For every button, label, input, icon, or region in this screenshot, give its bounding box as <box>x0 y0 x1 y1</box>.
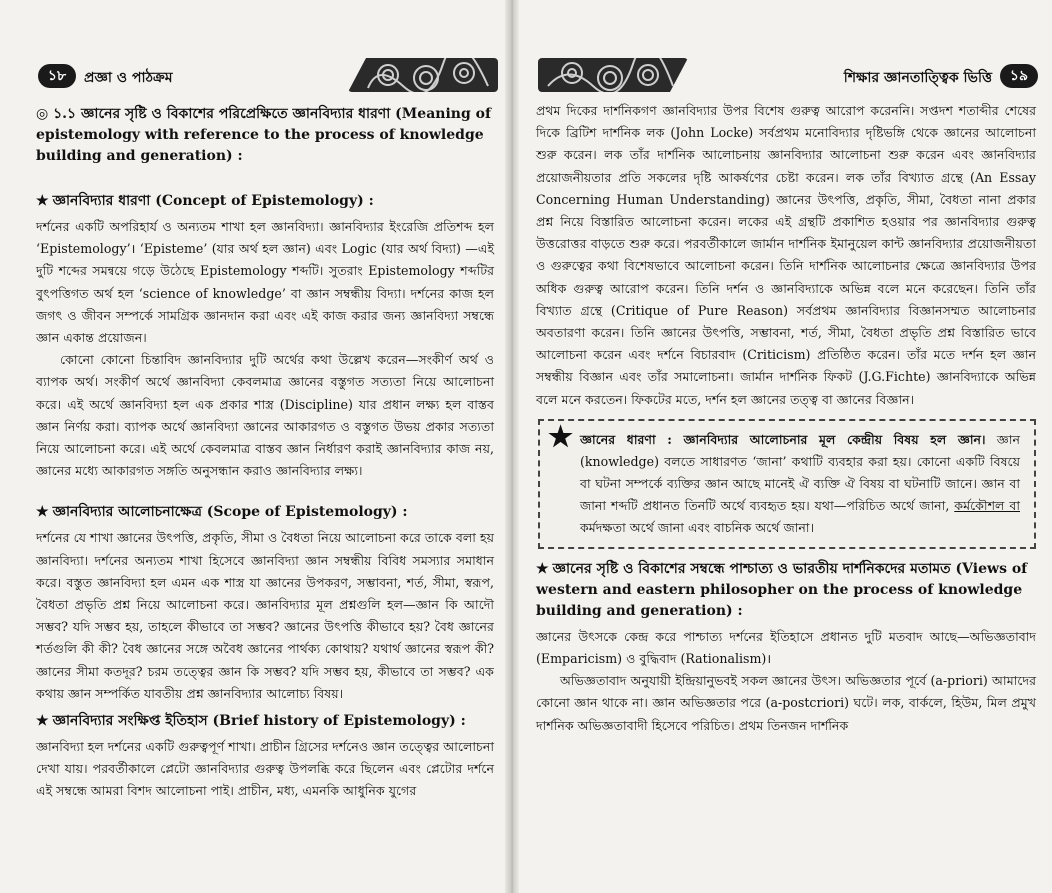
left-page <box>0 0 506 893</box>
scope-heading-text: জ্ঞানবিদ্যার আলোচনাক্ষেত্র (Scope of Epistemology) : <box>52 504 408 521</box>
views-heading <box>536 559 1036 622</box>
concept-heading-text: জ্ঞানবিদ্যার ধারণা (Concept of Epistemology) : <box>52 193 374 209</box>
page-number-left: ১৮ <box>38 64 76 88</box>
running-title-right: শিক্ষার জ্ঞানতাত্ত্বিক ভিত্তি <box>843 70 992 86</box>
history-paragraph: জ্ঞানবিদ্যা হল দর্শনের একটি গুরুত্বপূর্ণ শাখা। প্রাচীন গ্রিসের দর্শনেও জ্ঞান তত্ত্বের আলোচনা দেখা যায়। পরবর্তীকালে প্লেটো জ্ঞানবিদ্যার গুরুত্ব উপলব্ধি করে ছিলেন এবং প্লেটোর দর্শনে এই সম্বন্ধে আমরা বিশদ আলোচনা পাই। প্রাচীন, মধ্য, এমনকি আধুনিক যুগের <box>36 739 494 799</box>
page-number-right: ১৯ <box>1000 64 1038 88</box>
left-page-header <box>28 58 498 94</box>
history-heading <box>36 711 494 732</box>
target-bullet-icon: ◎ <box>36 106 49 122</box>
right-page-header <box>538 58 1038 94</box>
concept-heading <box>36 191 494 212</box>
header-ornament-left <box>348 58 498 92</box>
box-text-a: জ্ঞান (knowledge) বলতে সাধারণত ‘জানা’ কথাটি ব্যবহার করা হয়। কোনো একটি বিষয়ে বা ঘটনা সম্পর্কে ব্যক্তির জ্ঞান আছে মানেই ঐ ব্যক্তি ঐ বিষয় বা ঘটনাটি জানে। জ্ঞান বা জানা শব্দটি প্রধানত তিনটি অর্থে ব্যবহৃত হয়। যথা—পরিচিত অর্থে জানা, <box>580 431 1020 513</box>
box-underlined-text: কর্মকৌশল বা <box>954 497 1021 513</box>
star-bullet-icon: ★ <box>36 193 49 209</box>
left-page-body <box>36 98 494 803</box>
book-gutter <box>505 0 519 893</box>
star-bullet-icon: ★ <box>536 560 549 577</box>
right-page <box>518 0 1052 893</box>
box-text-b: কর্মদক্ষতা অর্থে জানা এবং বাচনিক অর্থে জানা। <box>580 519 815 535</box>
knowledge-concept-box <box>538 419 1036 549</box>
header-ornament-right <box>538 58 688 92</box>
views-paragraph-2: অভিজ্ঞতাবাদ অনুযায়ী ইন্দ্রিয়ানুভবই সকল জ্ঞানের উৎস। অভিজ্ঞতার পূর্বে (a-priori) আমাদের কোনো জ্ঞান থাকে না। জ্ঞান অভিজ্ঞতার পরে (a-postcriori) ঘটে। লক, বার্কলে, হিউম, মিল প্রমুখ দার্শনিক অভিজ্ঞতাবাদী হিসেবে পরিচিত। প্রথম তিনজন দার্শনিক <box>536 673 1036 733</box>
ornament-graphic <box>348 58 498 92</box>
running-title-left: প্রজ্ঞা ও পাঠক্রম <box>84 70 173 86</box>
concept-paragraph-2: কোনো কোনো চিন্তাবিদ জ্ঞানবিদ্যার দুটি অর্থের কথা উল্লেখ করেন—সংকীর্ণ অর্থ ও ব্যাপক অর্থ। সংকীর্ণ অর্থে জ্ঞানবিদ্যা কেবলমাত্র জ্ঞানের বস্তুগত সত্যতা নিয়ে আলোচনা করে। এই অর্থে জ্ঞানবিদ্যা হল এক প্রকার শাস্ত্র (Discipline) যার প্রধান লক্ষ্য হল বাস্তব জ্ঞান নির্ণয় করা। ব্যাপক অর্থে জ্ঞানবিদ্যা জ্ঞানের আকারগত ও বস্তুগত উভয় প্রকার সত্যতা নিয়ে আলোচনা করে। এই অর্থে কেবলমাত্র বাস্তব জ্ঞান নির্ধারণ করাই জ্ঞানবিদ্যার কাজ নয়, জ্ঞানের মধ্যে আকারগত সঙ্গতি অনুসন্ধান করাও জ্ঞানবিদ্যার লক্ষ্য। <box>36 352 494 479</box>
section-heading-text: ১.১ জ্ঞানের সৃষ্টি ও বিকাশের পরিপ্রেক্ষিতে জ্ঞানবিদ্যার ধারণা (Meaning of epistemology with reference to the process of knowledge building and generation) : <box>36 106 491 164</box>
star-bullet-icon: ★ <box>36 504 49 521</box>
section-heading <box>36 104 494 167</box>
right-page-body <box>536 100 1036 737</box>
ornament-graphic <box>538 58 688 92</box>
star-bullet-icon: ★ <box>36 713 49 730</box>
views-paragraph-1: জ্ঞানের উৎসকে কেন্দ্র করে পাশ্চাত্য দর্শনের ইতিহাসে প্রধানত দুটি মতবাদ আছে—অভিজ্ঞতাবাদ (Emparicism) ও বুদ্ধিবাদ (Rationalism)। <box>536 628 1036 667</box>
concept-paragraph-1: দর্শনের একটি অপরিহার্য ও অন্যতম শাখা হল জ্ঞানবিদ্যা। জ্ঞানবিদ্যার ইংরেজি প্রতিশব্দ হল ‘Epistemology’। ‘Episteme’ (যার অর্থ হল জ্ঞান) এবং Logic (যার অর্থ বিদ্যা) —এই দুটি শব্দের সমন্বয়ে গড়ে উঠেছে Epistemology শব্দটি। সুতরাং Epistemology শব্দটির বুৎপত্তিগত অর্থ হল ‘science of knowledge’ বা জ্ঞান সম্বন্ধীয় বিদ্যা। দর্শনের কাজ হল জগৎ ও জীবন সম্পর্কে সামগ্রিক জ্ঞানদান করা এবং এই কাজ করার জন্য জ্ঞানবিদ্যা সম্বন্ধে জ্ঞান একান্ত প্রয়োজন। <box>36 219 494 346</box>
star-bullet-icon: ★ <box>548 419 574 453</box>
scope-paragraph: দর্শনের যে শাখা জ্ঞানের উৎপত্তি, প্রকৃতি, সীমা ও বৈধতা নিয়ে আলোচনা করে তাকে বলা হয় জ্ঞানবিদ্যা। দর্শনের অন্যতম শাখা হিসেবে জ্ঞানবিদ্যা জ্ঞান সম্বন্ধীয় বিবিধ সমস্যার সমাধান করে। বস্তুত জ্ঞানবিদ্যা হল এমন এক শাস্ত্র যা জ্ঞানের উপকরণ, সম্ভাবনা, শর্ত, সীমা, স্বরূপ, বৈধতা প্রভৃতি প্রশ্ন নিয়ে আলোচনা করে। জ্ঞানবিদ্যার মূল প্রশ্নগুলি হল—জ্ঞান কি আদৌ সম্ভব? যদি সম্ভব হয়, তাহলে কীভাবে তা সম্ভব? জ্ঞানের উৎপত্তি কীভাবে হয়? বৈধ জ্ঞানের শর্তগুলি কী কী? বৈধ জ্ঞানের সঙ্গে অবৈধ জ্ঞানের পার্থক্য কোথায়? যথার্থ জ্ঞানের স্বরূপ কী? জ্ঞানের সীমা কতদূর? চরম তত্ত্বের জ্ঞান কি সম্ভব? যদি সম্ভব হয়, কীভাবে তা সম্ভব? এক কথায় জ্ঞান সম্পর্কিত যাবতীয় প্রশ্ন জ্ঞানবিদ্যার আলোচ্য বিষয়। <box>36 530 494 701</box>
scope-heading <box>36 502 494 523</box>
history-continued-paragraph: প্রথম দিকের দার্শনিকগণ জ্ঞানবিদ্যার উপর বিশেষ গুরুত্ব আরোপ করেননি। সপ্তদশ শতাব্দীর শেষের দিকে ব্রিটিশ দার্শনিক লক (John Locke) সর্বপ্রথম মনোবিদ্যার দৃষ্টিভঙ্গি থেকে জ্ঞানের আলোচনা শুরু করেন। লক তাঁর দার্শনিক আলোচনায় জ্ঞানবিদ্যার আলোচনা শুরু করেন এবং জ্ঞানবিদ্যার প্রয়োজনীয়তার প্রতি সকলের দৃষ্টি আকর্ষণের চেষ্টা করেন। লক তাঁর বিখ্যাত গ্রন্থে (An Essay Concerning Human Understanding) জ্ঞানের উৎপত্তি, প্রকৃতি, সীমা, বৈধতা নানা প্রকার প্রশ্ন নিয়ে বিস্তারিত আলোচনা করেন। লকের এই গ্রন্থটি প্রকাশিত হওয়ার পর জ্ঞানবিদ্যার গুরুত্ব উত্তরোত্তর বাড়তে শুরু করে। পরবর্তীকালে জার্মান দার্শনিক ইমানুয়েল কান্ট জ্ঞানবিদ্যার প্রয়োজনীয়তা ও গুরুত্বের কথা বিশেষভাবে আলোচনা করেন। তিনি দার্শনিক আলোচনার ক্ষেত্রে জ্ঞানবিদ্যার উপর অধিক গুরুত্ব আরোপ করেন। তিনি দর্শন ও জ্ঞানবিদ্যাকে অভিন্ন বলে মনে করেছেন। তিনি তাঁর বিখ্যাত গ্রন্থে (Critique of Pure Reason) সর্বপ্রথম জ্ঞানবিদ্যার বিজ্ঞানসম্মত আলোচনার অবতারণা করেন। তিনি জ্ঞানের উৎপত্তি, সম্ভাবনা, শর্ত, সীমা, বৈধতা প্রভৃতি প্রশ্ন বিস্তারিত ভাবে আলোচনা করেন এবং দর্শনে বিচারবাদ (Criticism) প্রতিষ্ঠিত করেন। তাঁর মতে দর্শন হল জ্ঞান সম্বন্ধীয় বিজ্ঞান এবং তাঁর সমালোচনা। জার্মান দার্শনিক ফিকট (J.G.Fichte) জ্ঞানবিদ্যাকে অভিন্ন বলে মনে করতেন। ফিকটের মতে, দর্শন হল জ্ঞানের তত্ত্ব বা জ্ঞানের বিজ্ঞান। <box>536 103 1036 407</box>
views-heading-text: জ্ঞানের সৃষ্টি ও বিকাশের সম্বন্ধে পাশ্চাত্য ও ভারতীয় দার্শনিকদের মতামত (Views of western and eastern philosopher on the process of knowledge building and generation) : <box>536 560 1028 619</box>
box-lead-text: জ্ঞানের ধারণা : জ্ঞানবিদ্যার আলোচনার মূল কেন্দ্রীয় বিষয় হল জ্ঞান। <box>580 431 986 447</box>
history-heading-text: জ্ঞানবিদ্যার সংক্ষিপ্ত ইতিহাস (Brief history of Epistemology) : <box>52 713 466 730</box>
